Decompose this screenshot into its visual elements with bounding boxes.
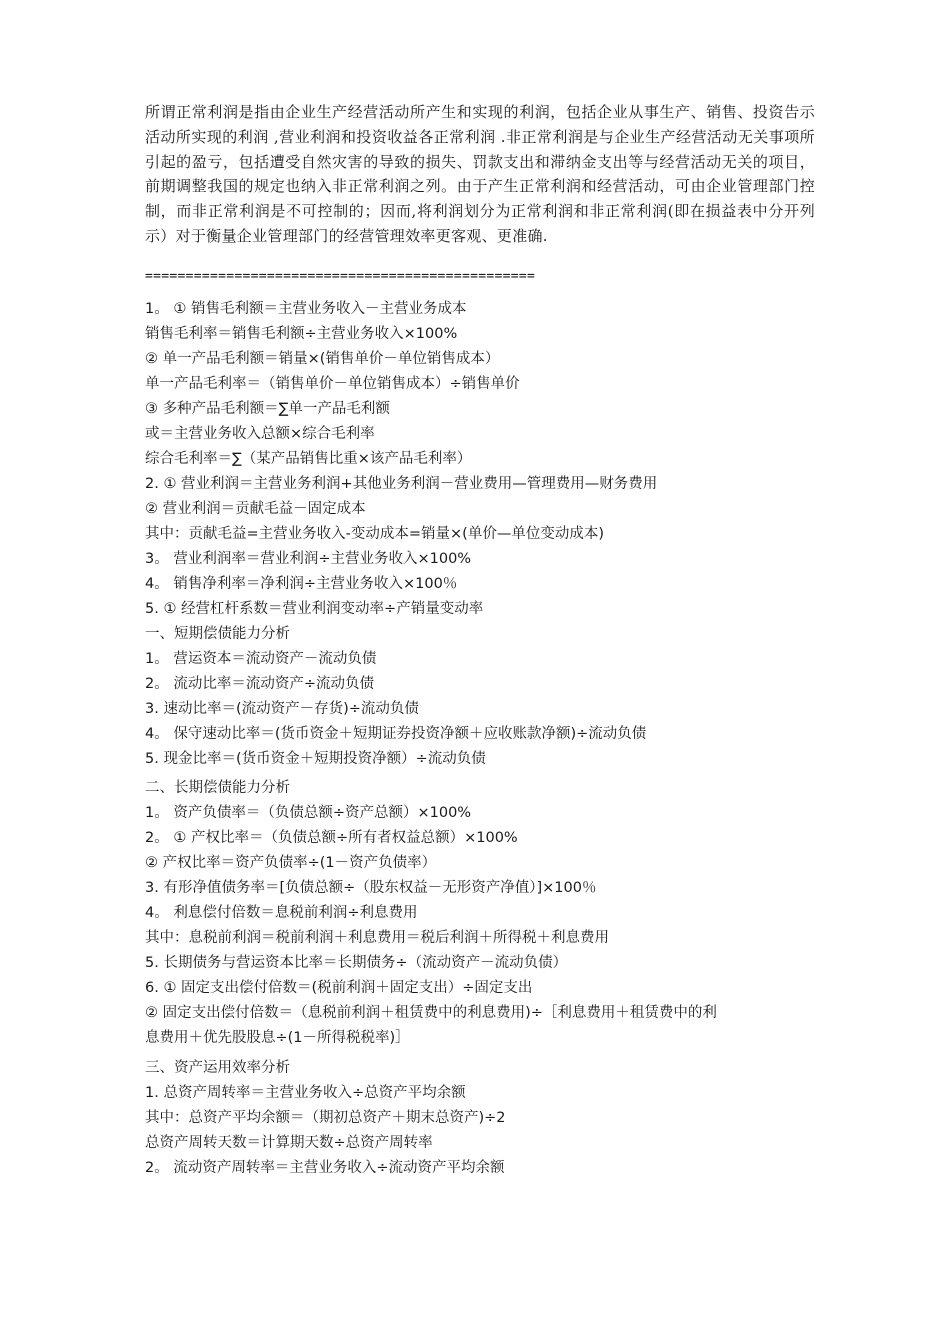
section-heading-long-term: 二、长期偿债能力分析 — [145, 779, 290, 796]
formula-list — [145, 297, 815, 1181]
profit-line: 5. ① 经营杠杆系数＝营业利润变动率÷产销量变动率 — [145, 600, 484, 617]
long-term-line: 6. ① 固定支出偿付倍数＝(税前利润＋固定支出）÷固定支出 — [145, 979, 533, 996]
asset-efficiency-line: 总资产周转天数＝计算期天数÷总资产周转率 — [145, 1134, 433, 1151]
profit-line: 综合毛利率＝∑（某产品销售比重×该产品毛利率） — [145, 450, 472, 467]
profit-line: 4。 销售净利率＝净利润÷主营业务收入×100％ — [145, 575, 458, 592]
long-term-line: 其中：息税前利润＝税前利润＋利息费用＝税后利润＋所得税＋利息费用 — [145, 929, 609, 946]
profit-line: 其中：贡献毛益=主营业务收入-变动成本=销量×(单价—单位变动成本) — [145, 525, 604, 542]
section-divider: ================================================ — [145, 268, 536, 284]
profit-line: 单一产品毛利率＝（销售单价－单位销售成本）÷销售单价 — [145, 375, 520, 392]
profit-line: 销售毛利率＝销售毛利额÷主营业务收入×100% — [145, 325, 458, 342]
long-term-line: 5. 长期债务与营运资本比率＝长期债务÷（流动资产－流动负债） — [145, 954, 568, 971]
asset-efficiency-line: 其中：总资产平均余额＝（期初总资产＋期末总资产)÷2 — [145, 1109, 506, 1126]
profit-line: 2. ① 营业利润＝主营业务利润+其他业务利润－营业费用—管理费用—财务费用 — [145, 475, 658, 492]
section-heading-asset-efficiency: 三、资产运用效率分析 — [145, 1059, 290, 1076]
profit-line: ③ 多种产品毛利额＝∑单一产品毛利额 — [145, 400, 390, 417]
long-term-line: ② 产权比率＝资产负债率÷(1－资产负债率） — [145, 854, 437, 871]
long-term-line: 1。 资产负债率＝（负债总额÷资产总额）×100% — [145, 804, 472, 821]
asset-efficiency-line: 2。 流动资产周转率＝主营业务收入÷流动资产平均余额 — [145, 1159, 505, 1176]
long-term-line: 4。 利息偿付倍数＝息税前利润÷利息费用 — [145, 904, 418, 921]
long-term-line: 2。 ① 产权比率＝（负债总额÷所有者权益总额）×100% — [145, 829, 518, 846]
short-term-line: 4。 保守速动比率＝(货币资金＋短期证券投资净额＋应收账款净额)÷流动负债 — [145, 725, 647, 742]
profit-line: ② 单一产品毛利额＝销量×(销售单价－单位销售成本） — [145, 350, 500, 367]
long-term-line: 息费用＋优先股股息÷(1－所得税税率)］ — [145, 1029, 410, 1046]
short-term-line: 1。 营运资本＝流动资产－流动负债 — [145, 650, 377, 667]
short-term-line: 2。 流动比率＝流动资产÷流动负债 — [145, 675, 374, 692]
profit-line: ② 营业利润＝贡献毛益－固定成本 — [145, 500, 366, 517]
long-term-line: ② 固定支出偿付倍数＝（息税前利润＋租赁费中的利息费用)÷［利息费用＋租赁费中的利 — [145, 1004, 717, 1021]
profit-line: 或＝主营业务收入总额×综合毛利率 — [145, 425, 375, 442]
profit-line: 1。 ① 销售毛利额＝主营业务收入－主营业务成本 — [145, 300, 467, 317]
profit-line: 3。 营业利润率＝营业利润÷主营业务收入×100% — [145, 550, 472, 567]
long-term-line: 3. 有形净值债务率＝[负债总额÷（股东权益－无形资产净值）]×100％ — [145, 879, 597, 896]
short-term-line: 3. 速动比率＝(流动资产－存货)÷流动负债 — [145, 700, 419, 717]
asset-efficiency-line: 1. 总资产周转率＝主营业务收入÷总资产平均余额 — [145, 1084, 466, 1101]
section-heading-short-term: 一、短期偿债能力分析 — [145, 625, 290, 642]
intro-paragraph: 所谓正常利润是指由企业生产经营活动所产生和实现的利润，包括企业从事生产、销售、投资告示活动所实现的利润 ,营业利润和投资收益各正常利润 .非正常利润是与企业生产经营活动无关事项所引起的盈亏，包括遭受自然灾害的导致的损失、罚款支出和滞纳金支出等与经营活动无关的项目，前期调整我国的规定也纳入非正常利润之列。由于产生正常利润和经营活动，可由企业管理部门控制，而非正常利润是不可控制的；因而,将利润划分为正常利润和非正常利润(即在损益表中分开列示）对于衡量企业管理部门的经营管理效率更客观、更准确. — [145, 103, 815, 245]
document-page — [145, 100, 815, 1181]
short-term-line: 5. 现金比率＝(货币资金＋短期投资净额）÷流动负债 — [145, 750, 486, 767]
